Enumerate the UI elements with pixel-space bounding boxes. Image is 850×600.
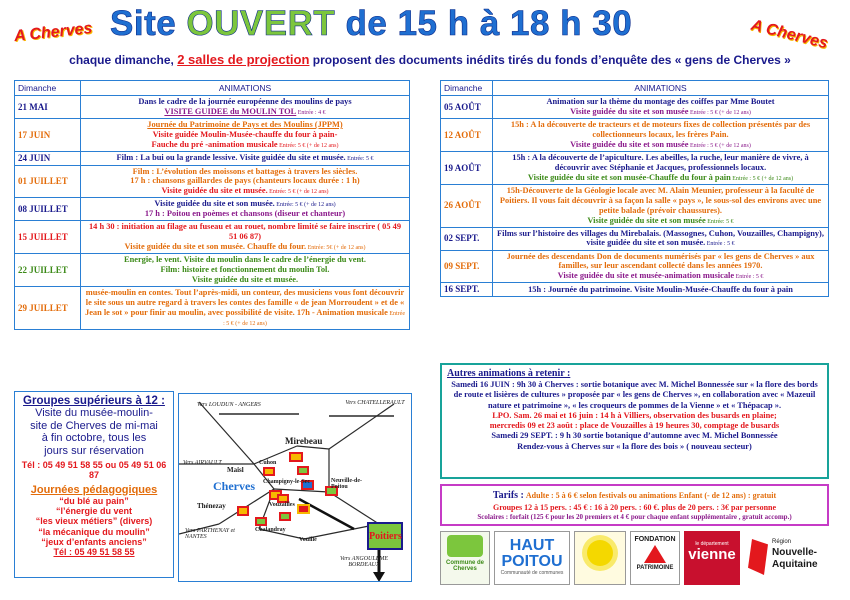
schedule-price: Entrée: 5 € (+ de 12 ans)	[274, 202, 336, 209]
schedule-table-left	[14, 80, 410, 330]
schedule-date: 29 JUILLET	[15, 286, 81, 329]
schedule-row	[15, 151, 410, 165]
schedule-line	[496, 252, 825, 272]
map-town: Neuville-de-Poitou	[331, 478, 362, 490]
haut-poitou-sub: Communauté de communes	[500, 570, 564, 576]
schedule-line	[496, 140, 825, 150]
logo-commune-text: Commune de Cherves	[445, 560, 484, 572]
schedule-line	[496, 271, 825, 281]
corner-tag-right: A Cherves	[749, 16, 830, 53]
schedule-line-text: Film: histoire et fonctionnement du moulin Tol.	[160, 265, 330, 275]
map-town: Champigny-le-Sec	[263, 479, 310, 485]
schedule-line-text: 15h : A la découverte de l’apiculture. Les abeilles, la ruche, leur manière de vivre, à découvrir avec Stéphanie et Jacques, professionnels locaux.	[512, 152, 809, 172]
logo-vienne	[684, 531, 740, 585]
schedule-line	[84, 255, 406, 265]
sponsor-logos	[440, 531, 836, 587]
schedule-line-text: 14 h 30 : initiation au filage au fuseau et au rouet, nombre limité se faire inscrire ( 05 49 51 06 87)	[88, 222, 402, 242]
schedule-description	[81, 165, 410, 198]
schedule-date: 21 MAI	[15, 96, 81, 119]
logo-flower	[574, 531, 626, 585]
schedule-price: Entrée : 5 € (+ de 12 ans)	[730, 175, 794, 182]
pedagogic-item: “la mécanique du moulin”	[38, 526, 150, 537]
map-direction-airvault: Vers AIRVAULT	[183, 460, 222, 466]
schedule-line-text: Visite guidée du site et son musée	[570, 139, 689, 149]
schedule-line-text: musée-moulin en contes. Tout l’après-midi, un conteur, des musiciens vous font découvrir le site sous un autre regard à travers les contes des famille « de jean Morroudent » et de « Jean le sot » pour finir au moulin, avec possibilité de visite. 17h - Animation musicale	[85, 287, 405, 317]
schedule-line-text: Dans le cadre de la journée européenne des moulins de pays	[138, 97, 352, 107]
vienne-line-2: vienne	[688, 546, 736, 563]
schedule-line	[84, 140, 406, 150]
map-town: Chalandray	[255, 527, 286, 533]
schedule-date: 05 AOÛT	[441, 96, 493, 119]
schedule-line	[496, 107, 825, 117]
schedule-description	[81, 221, 410, 254]
logo-haut-poitou	[494, 531, 570, 585]
region-line-2: Nouvelle-	[772, 547, 818, 558]
schedule-date: 24 JUIN	[15, 151, 81, 165]
subtitle-post: proposent des documents inédits tirés du fonds d’enquête des « gens de Cherves »	[309, 53, 791, 67]
schedule-line-text: Visite guidée du site et son musée-Chauffe du four à pain	[527, 172, 731, 182]
schedule-line-text: 17 h : Poitou en poèmes et chansons (diseur et chanteur)	[144, 209, 346, 219]
schedule-line	[84, 199, 406, 209]
other-event: Samedi 29 SEPT. : 9 h 30 sortie botanique d’automne avec M. Michel Bonnessée	[491, 431, 778, 441]
schedule-line-text: Journée des descendants Don de documents numérisés par « les gens de Cherves » aux familles, sur leur ascendant collecté dans les années 1970.	[506, 251, 815, 271]
map-direction-angouleme: Vers ANGOULEME BORDEAUX	[339, 556, 389, 568]
schedule-price: Entrée : 5 €	[705, 241, 735, 248]
schedule-line	[84, 288, 406, 328]
schedule-line-text: Animation sur la thème du montage des coiffes par Mme Boutet	[546, 97, 775, 107]
subtitle-highlight: 2 salles de projection	[177, 52, 310, 67]
schedule-description	[493, 151, 829, 184]
subtitle	[40, 52, 820, 67]
headline-site: Site	[110, 4, 187, 43]
schedule-line-text: 15h : Journée du patrimoine. Visite Moulin-Musée-Chauffe du four à pain	[528, 284, 793, 294]
schedule-line	[84, 209, 406, 219]
schedule-description	[81, 286, 410, 329]
schedule-line-text: Visite guidée Moulin-Musée-chauffe du four à pain-	[152, 129, 338, 139]
patrimoine-text: PATRIMOINE	[636, 565, 674, 571]
prices-title: Tarifs :	[492, 490, 524, 501]
town-marker	[297, 504, 310, 514]
schedule-price: Entrée : 5 € (+ de 12 ans)	[223, 310, 405, 327]
schedule-line	[84, 153, 406, 163]
schedule-row	[15, 119, 410, 152]
schedule-line	[496, 153, 825, 173]
town-marker	[255, 517, 267, 526]
schedule-price: Entrée : 5 € (+ de 12 ans)	[688, 142, 751, 149]
haut-poitou-line-1: HAUT	[509, 537, 555, 554]
schedule-line-text: Fauche du pré -animation musicale	[151, 139, 278, 149]
schedule-description	[493, 250, 829, 283]
vienne-line-1: le département	[695, 541, 729, 547]
schedule-description	[493, 96, 829, 119]
fondation-text: FONDATION	[634, 536, 676, 543]
schedule-row	[15, 254, 410, 287]
schedule-date: 12 AOÛT	[441, 119, 493, 152]
map-town: Cuhon	[259, 460, 277, 466]
schedule-line-text: 15h : A la découverte de tracteurs et de moteurs fixes de collection présentés par des collectionneurs locaux, les frères Pain.	[510, 120, 811, 139]
map-direction-parthenay: Vers PARTHENAY et NANTES	[185, 528, 235, 540]
schedule-description	[493, 119, 829, 152]
map-town-mirebeau: Mirebeau	[285, 436, 323, 446]
schedule-line	[496, 186, 825, 216]
schedule-price: Entrée: 5 €	[345, 156, 374, 163]
schedule-price: Entrée : 4 €	[296, 109, 326, 116]
headline-ouvert: OUVERT	[186, 4, 336, 43]
schedule-date: 26 AOÛT	[441, 184, 493, 227]
schedule-date: 01 JUILLET	[15, 165, 81, 198]
map-town: Vouzailles	[269, 502, 295, 508]
schedule-price: Entrée: 5€ (+ de 12 ans)	[306, 245, 366, 252]
schedule-description	[81, 119, 410, 152]
schedule-line	[496, 120, 825, 140]
region-line-1: Région	[772, 539, 792, 545]
groups-tel: Tél : 05 49 51 58 55 ou 05 49 51 06 87	[21, 459, 167, 480]
schedule-body-right	[441, 96, 829, 297]
subtitle-pre: chaque dimanche,	[69, 53, 178, 67]
schedule-price: Entrée: 5 € (+ de 12 ans)	[277, 142, 339, 149]
schedule-line	[84, 186, 406, 196]
schedule-line-text: VISITE GUIDEE du MOULIN TOL	[164, 106, 297, 116]
town-marker	[263, 467, 275, 476]
town-marker	[289, 452, 303, 462]
map-town: Maisl	[227, 466, 244, 474]
schedule-line-text: Journée du Patrimoine de Pays et des Moulins (JPPM)	[147, 120, 343, 129]
schedule-description	[493, 184, 829, 227]
schedule-line-text: Film : L’évolution des moissons et battages à travers les siècles.	[132, 166, 358, 176]
col-header-animations: ANIMATIONS	[493, 81, 829, 96]
prices-line-2: Groupes 12 à 15 pers. : 45 € : 16 à 20 pers. : 60 €. plus de 20 pers. : 3€ par personne	[492, 502, 777, 512]
headline	[110, 4, 750, 44]
schedule-line	[84, 120, 406, 130]
schedule-date: 09 SEPT.	[441, 250, 493, 283]
map-town-poitiers: Poitiers	[369, 531, 402, 542]
other-event: mercredis 09 et 23 août : place de Vouzailles à 19 heures 30, comptage de busards	[489, 421, 780, 431]
schedule-line-text: Visite guidée du site et son musée	[570, 106, 689, 116]
schedule-line	[84, 222, 406, 242]
schedule-price: Entrée : 5 €	[734, 274, 764, 281]
schedule-line	[496, 97, 825, 107]
pedagogic-tel: Tél : 05 49 51 58 55	[53, 547, 135, 558]
pedagogic-item: “les vieux métiers” (divers)	[35, 516, 153, 527]
haut-poitou-line-2: POITOU	[501, 553, 563, 570]
map-direction-loudun: Vers LOUDUN - ANGERS	[197, 402, 261, 408]
schedule-line-text: Visite guidée du site et musée.	[161, 186, 268, 196]
logo-fondation-patrimoine	[630, 531, 680, 585]
corner-tag-left: A Cherves	[13, 19, 94, 46]
region-line-3: Aquitaine	[772, 559, 818, 570]
schedule-line	[496, 285, 825, 295]
headline-hours: de 15 h à 18 h 30	[335, 4, 633, 43]
schedule-line-text: Visite guidée du site et musée.	[191, 275, 299, 285]
schedule-line	[84, 97, 406, 107]
schedule-body-left	[15, 96, 410, 330]
schedule-description	[493, 227, 829, 250]
schedule-line	[496, 216, 825, 226]
schedule-line	[496, 229, 825, 249]
schedule-row	[15, 221, 410, 254]
schedule-description	[81, 254, 410, 287]
schedule-row	[441, 119, 829, 152]
schedule-date: 08 JUILLET	[15, 198, 81, 221]
schedule-line-text: 17 h : chansons gaillardes de pays (chanteurs locaux durée : 1 h)	[130, 176, 360, 186]
schedule-line	[84, 167, 406, 177]
schedule-row	[441, 227, 829, 250]
prices-line-3: Scolaires : forfait (125 € pour les 20 premiers et 4 € pour chaque enfant supplémentaire , gratuit accomp.)	[477, 513, 792, 522]
other-event: Rendez-vous à Cherves sur « la flore des bois » ( nouveau secteur)	[517, 441, 752, 451]
schedule-date: 22 JUILLET	[15, 254, 81, 287]
schedule-line	[84, 275, 406, 285]
schedule-row	[441, 151, 829, 184]
col-header-animations: ANIMATIONS	[81, 81, 410, 96]
flower-icon	[587, 540, 613, 566]
other-events-box	[440, 363, 829, 479]
groups-box	[14, 391, 174, 578]
logo-commune	[440, 531, 490, 585]
schedule-line	[84, 242, 406, 252]
schedule-line	[84, 107, 406, 117]
other-event: LPO. Sam. 26 mai et 16 juin : 14 h à Villiers, observation des busards en plaine;	[492, 410, 777, 420]
schedule-row	[15, 198, 410, 221]
schedule-price: Entrée : 5 € (+ de 12 ans)	[688, 109, 751, 116]
schedule-table-right	[440, 80, 829, 297]
schedule-row	[441, 250, 829, 283]
schedule-line-text: Visite guidée du site et son musée.	[154, 199, 275, 209]
groups-body-3: jours sur réservation	[44, 444, 144, 457]
col-header-date: Dimanche	[15, 81, 81, 96]
col-header-date: Dimanche	[441, 81, 493, 96]
groups-body-0: Visite du musée-moulin-	[35, 407, 153, 419]
access-map	[178, 393, 412, 582]
map-town-cherves: Cherves	[213, 479, 255, 493]
schedule-line-text: Film : La bui ou la grande lessive. Visite guidée du site et musée.	[116, 153, 346, 163]
groups-title: Groupes supérieurs à 12 :	[23, 395, 165, 407]
pedagogic-title: Journées pédagogiques	[30, 483, 158, 496]
prices-box	[440, 484, 829, 526]
town-marker	[297, 466, 309, 475]
fondation-emblem-icon	[644, 545, 666, 563]
schedule-line	[84, 130, 406, 140]
schedule-line-text: Energie, le vent. Visite du moulin dans le cadre de l’énergie du vent.	[123, 255, 366, 265]
schedule-line	[496, 173, 825, 183]
schedule-date: 02 SEPT.	[441, 227, 493, 250]
schedule-price: Entrée: 5 €	[705, 218, 734, 225]
schedule-line-text: Visite guidée du site et son musée	[587, 215, 706, 225]
schedule-line-text: Visite guidée du site et musée-animation musicale	[557, 271, 735, 281]
schedule-line	[84, 176, 406, 186]
groups-body-1: site de Cherves de mi-mai	[30, 419, 158, 432]
groups-body-2: à fin octobre, tous les	[41, 432, 147, 445]
map-town: Thénezay	[197, 502, 226, 510]
other-events-title: Autres animations à retenir :	[447, 368, 571, 379]
schedule-date: 16 SEPT.	[441, 283, 493, 297]
schedule-row	[15, 286, 410, 329]
schedule-row	[15, 165, 410, 198]
schedule-date: 19 AOÛT	[441, 151, 493, 184]
town-marker	[237, 506, 249, 516]
schedule-line-text: Films sur l’histoire des villages du Mirebalais. (Massognes, Cuhon, Vouzailles, Champigny), visite guidée du site et son musée.	[497, 228, 824, 248]
schedule-row	[441, 96, 829, 119]
map-town: Vouillé	[299, 537, 317, 543]
schedule-description	[81, 151, 410, 165]
pedagogic-item: “jeux d’enfants anciens”	[41, 536, 147, 547]
pedagogic-item: “l’énergie du vent	[55, 505, 133, 516]
other-event: Samedi 16 JUIN : 9h 30 à Cherves : sortie botanique avec M. Michel Bonnessée sur « la flore des bords de route et lisières de cultures » proposée par « les gens de Cherves », en collaboration avec « Mazeuil nature et patrimoine », « les croqueurs de pommes de la Vienne » et « Thépacap ».	[451, 380, 818, 410]
commune-emblem-icon	[447, 535, 483, 557]
region-emblem-icon	[748, 539, 768, 575]
schedule-description	[81, 96, 410, 119]
schedule-description	[81, 198, 410, 221]
schedule-description	[493, 283, 829, 297]
schedule-line-text: 15h-Découverte de la Géologie locale avec M. Alain Meunier, professeur à la faculté de Poitiers. Il vous fait découvrir à sa façon la salle « pays », le sous-sol des environs avec une petite balade (prévoir chaussures).	[499, 185, 822, 215]
schedule-date: 17 JUIN	[15, 119, 81, 152]
logo-region	[746, 531, 830, 585]
schedule-price: Entrée: 5 € (+ de 12 ans)	[267, 189, 329, 196]
schedule-row	[441, 283, 829, 297]
pedagogic-item: “du blé au pain”	[59, 495, 129, 506]
town-marker	[279, 512, 291, 521]
prices-line-1: Adulte : 5 à 6 € selon festivals ou animations Enfant (- de 12 ans) : gratuit	[525, 491, 777, 500]
schedule-row	[15, 96, 410, 119]
schedule-row	[441, 184, 829, 227]
schedule-line	[84, 265, 406, 275]
schedule-date: 15 JUILLET	[15, 221, 81, 254]
map-direction-chatellerault: Vers CHATELLERAULT	[345, 400, 405, 406]
schedule-line-text: Visite guidée du site et son musée. Chauffe du four.	[124, 242, 307, 252]
